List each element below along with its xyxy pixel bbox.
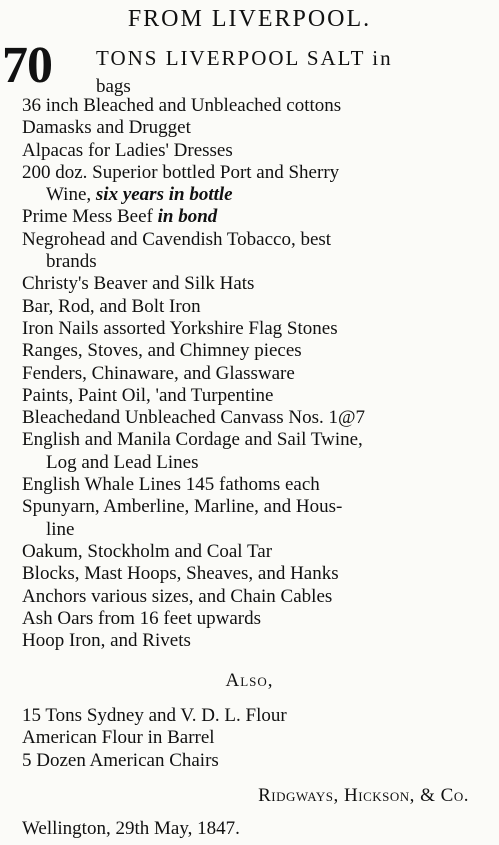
lead-continuation: bags [96,76,131,97]
goods-item-text: Blocks, Mast Hoops, Sheaves, and Hanks [22,563,339,585]
goods-item [22,630,497,652]
also-goods-item: 5 Dozen American Chairs [22,749,219,771]
goods-item-text: Damasks and Drugget [22,117,191,139]
goods-list [22,95,497,652]
goods-item-continuation-text: line [46,518,75,540]
goods-item [22,363,497,385]
goods-item [22,608,497,630]
goods-item [22,117,497,139]
also-goods-list [22,705,497,772]
goods-item-text: English Whale Lines 145 fathoms each [22,474,320,496]
goods-item-text: Ranges, Stoves, and Chimney pieces [22,340,302,362]
goods-item [22,340,497,362]
merchant-signature: Ridgways, Hickson, & Co. [258,785,469,806]
goods-item-continuation [22,519,497,541]
goods-item [22,407,497,429]
goods-item [22,474,497,496]
goods-item-text: Bleachedand Unbleached Canvass Nos. 1@7 [22,407,366,429]
goods-item-text: Iron Nails assorted Yorkshire Flag Stones [22,317,338,339]
also-label: Also, [225,670,274,691]
goods-item-text: Hoop Iron, and Rivets [22,630,191,652]
goods-item [22,95,497,117]
lead-number: 70 [2,37,52,94]
goods-item-text: Prime Mess Beef [22,206,153,228]
goods-item [22,385,497,407]
goods-item-text: Anchors various sizes, and Chain Cables [22,585,333,607]
goods-item-text: Paints, Paint Oil, 'and Turpentine [22,384,274,406]
goods-item-text: Christy's Beaver and Silk Hats [22,273,255,295]
goods-item [22,273,497,295]
goods-item [22,586,497,608]
also-goods-item: American Flour in Barrel [22,727,215,749]
goods-item-continuation [22,184,497,206]
advert-heading: FROM LIVERPOOL. [127,6,372,32]
goods-item-text: Bar, Rod, and Bolt Iron [22,295,201,317]
also-goods-item: 15 Tons Sydney and V. D. L. Flour [22,705,287,726]
goods-item-text: Alpacas for Ladies' Dresses [22,139,233,161]
goods-item-text: 36 inch Bleached and Unbleached cottons [22,95,342,116]
goods-item-text: Spunyarn, Amberline, Marline, and Hous- [22,496,343,518]
goods-item [22,318,497,340]
goods-item-text: Ash Oars from 16 feet upwards [22,607,262,629]
goods-item [22,229,497,274]
goods-item [22,541,497,563]
goods-item-continuation [22,251,497,273]
goods-item [22,206,497,228]
goods-item-continuation-text: Wine, [46,184,92,206]
goods-item-text: Fenders, Chinaware, and Glassware [22,362,295,384]
goods-item [22,162,497,207]
goods-item-emphasis: six years in bottle [95,184,233,206]
goods-item [22,429,497,474]
goods-item-text: English and Manila Cordage and Sail Twine, [22,429,363,451]
goods-item-continuation-text: brands [46,251,97,273]
lead-line: TONS LIVERPOOL SALT in [96,46,393,70]
goods-item [22,496,497,541]
goods-item-text: 200 doz. Superior bottled Port and Sherry [22,161,340,183]
dateline: Wellington, 29th May, 1847. [22,818,240,839]
goods-item-emphasis: in bond [157,206,218,228]
goods-item-text: Negrohead and Cavendish Tobacco, best [22,228,332,250]
goods-item-continuation [22,452,497,474]
goods-item-text: Oakum, Stockholm and Coal Tar [22,540,273,562]
goods-item [22,296,497,318]
goods-item-continuation-text: Log and Lead Lines [46,451,199,473]
goods-item [22,563,497,585]
goods-item [22,140,497,162]
